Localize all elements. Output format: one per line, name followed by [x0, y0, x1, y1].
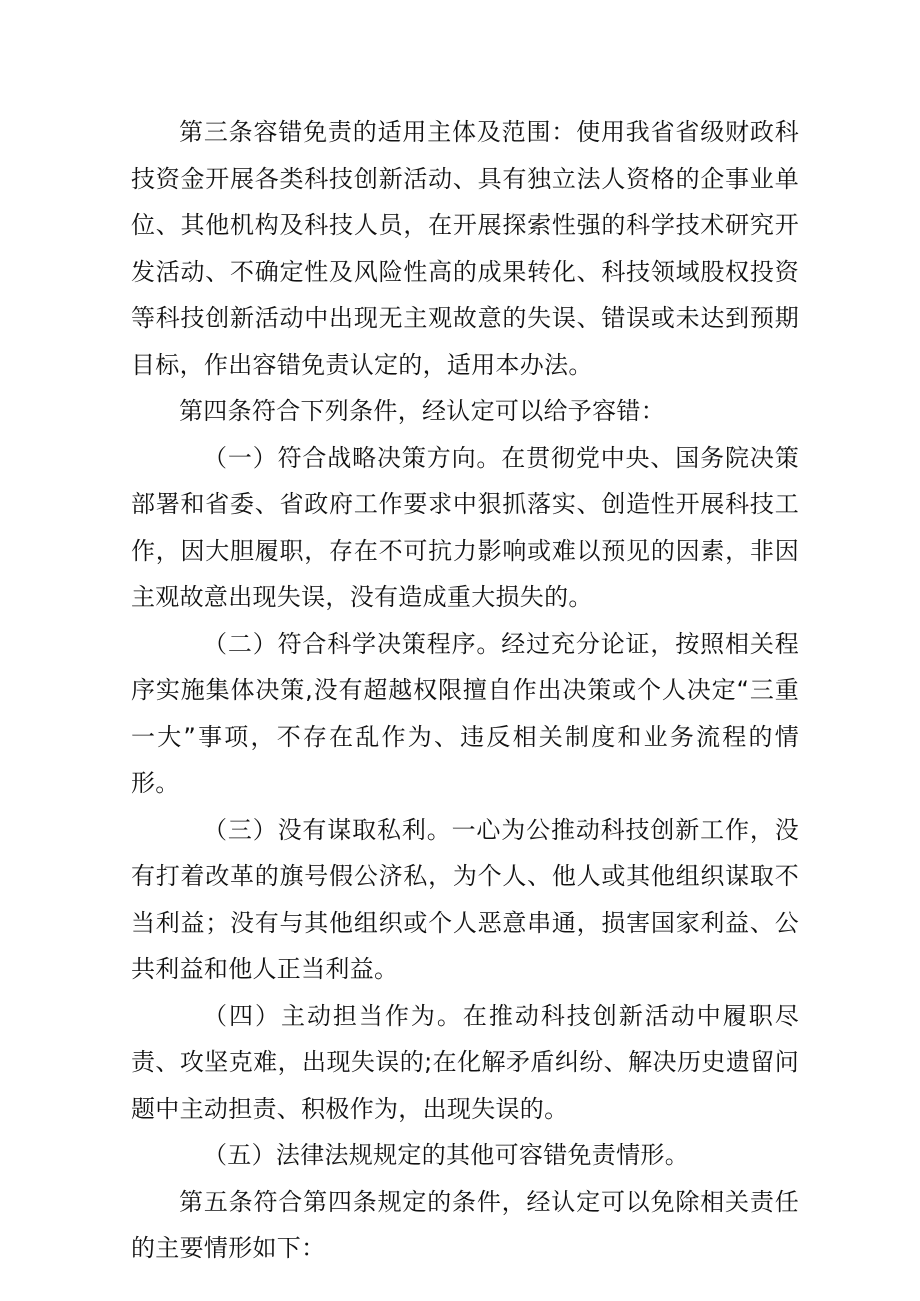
document-body	[131, 109, 799, 1272]
paragraph-article-4: 第四条符合下列条件，经认定可以给予容错：	[179, 397, 665, 425]
paragraph-article-4-item-2: （二）符合科学决策程序。经过充分论证，按照相关程序实施集体决策,没有超越权限擅自作出决策或个人决定“三重一大”事项，不存在乱作为、违反相关制度和业务流程的情形。	[131, 629, 799, 797]
paragraph-article-4-item-1: （一）符合战略决策方向。在贯彻党中央、国务院决策部署和省委、省政府工作要求中狠抓落实、创造性开展科技工作，因大胆履职，存在不可抗力影响或难以预见的因素，非因主观故意出现失误，没有造成重大损失的。	[131, 443, 799, 611]
paragraph-article-3: 第三条容错免责的适用主体及范围：使用我省省级财政科技资金开展各类科技创新活动、具有独立法人资格的企事业单位、其他机构及科技人员，在开展探索性强的科学技术研究开发活动、不确定性及风险性高的成果转化、科技领域股权投资等科技创新活动中出现无主观故意的失误、错误或未达到预期目标，作出容错免责认定的，适用本办法。	[131, 118, 799, 379]
paragraph-article-4-item-5: （五）法律法规规定的其他可容错免责情形。	[203, 1141, 689, 1169]
paragraph-article-4-item-3: （三）没有谋取私利。一心为公推动科技创新工作，没有打着改革的旗号假公济私，为个人、他人或其他组织谋取不当利益；没有与其他组织或个人恶意串通，损害国家利益、公共利益和他人正当利益。	[131, 815, 799, 983]
paragraph-article-5: 第五条符合第四条规定的条件，经认定可以免除相关责任的主要情形如下：	[131, 1187, 799, 1262]
paragraph-article-4-item-4: （四）主动担当作为。在推动科技创新活动中履职尽责、攻坚克难，出现失误的;在化解矛盾纠纷、解决历史遗留问题中主动担责、积极作为，出现失误的。	[131, 1001, 799, 1123]
